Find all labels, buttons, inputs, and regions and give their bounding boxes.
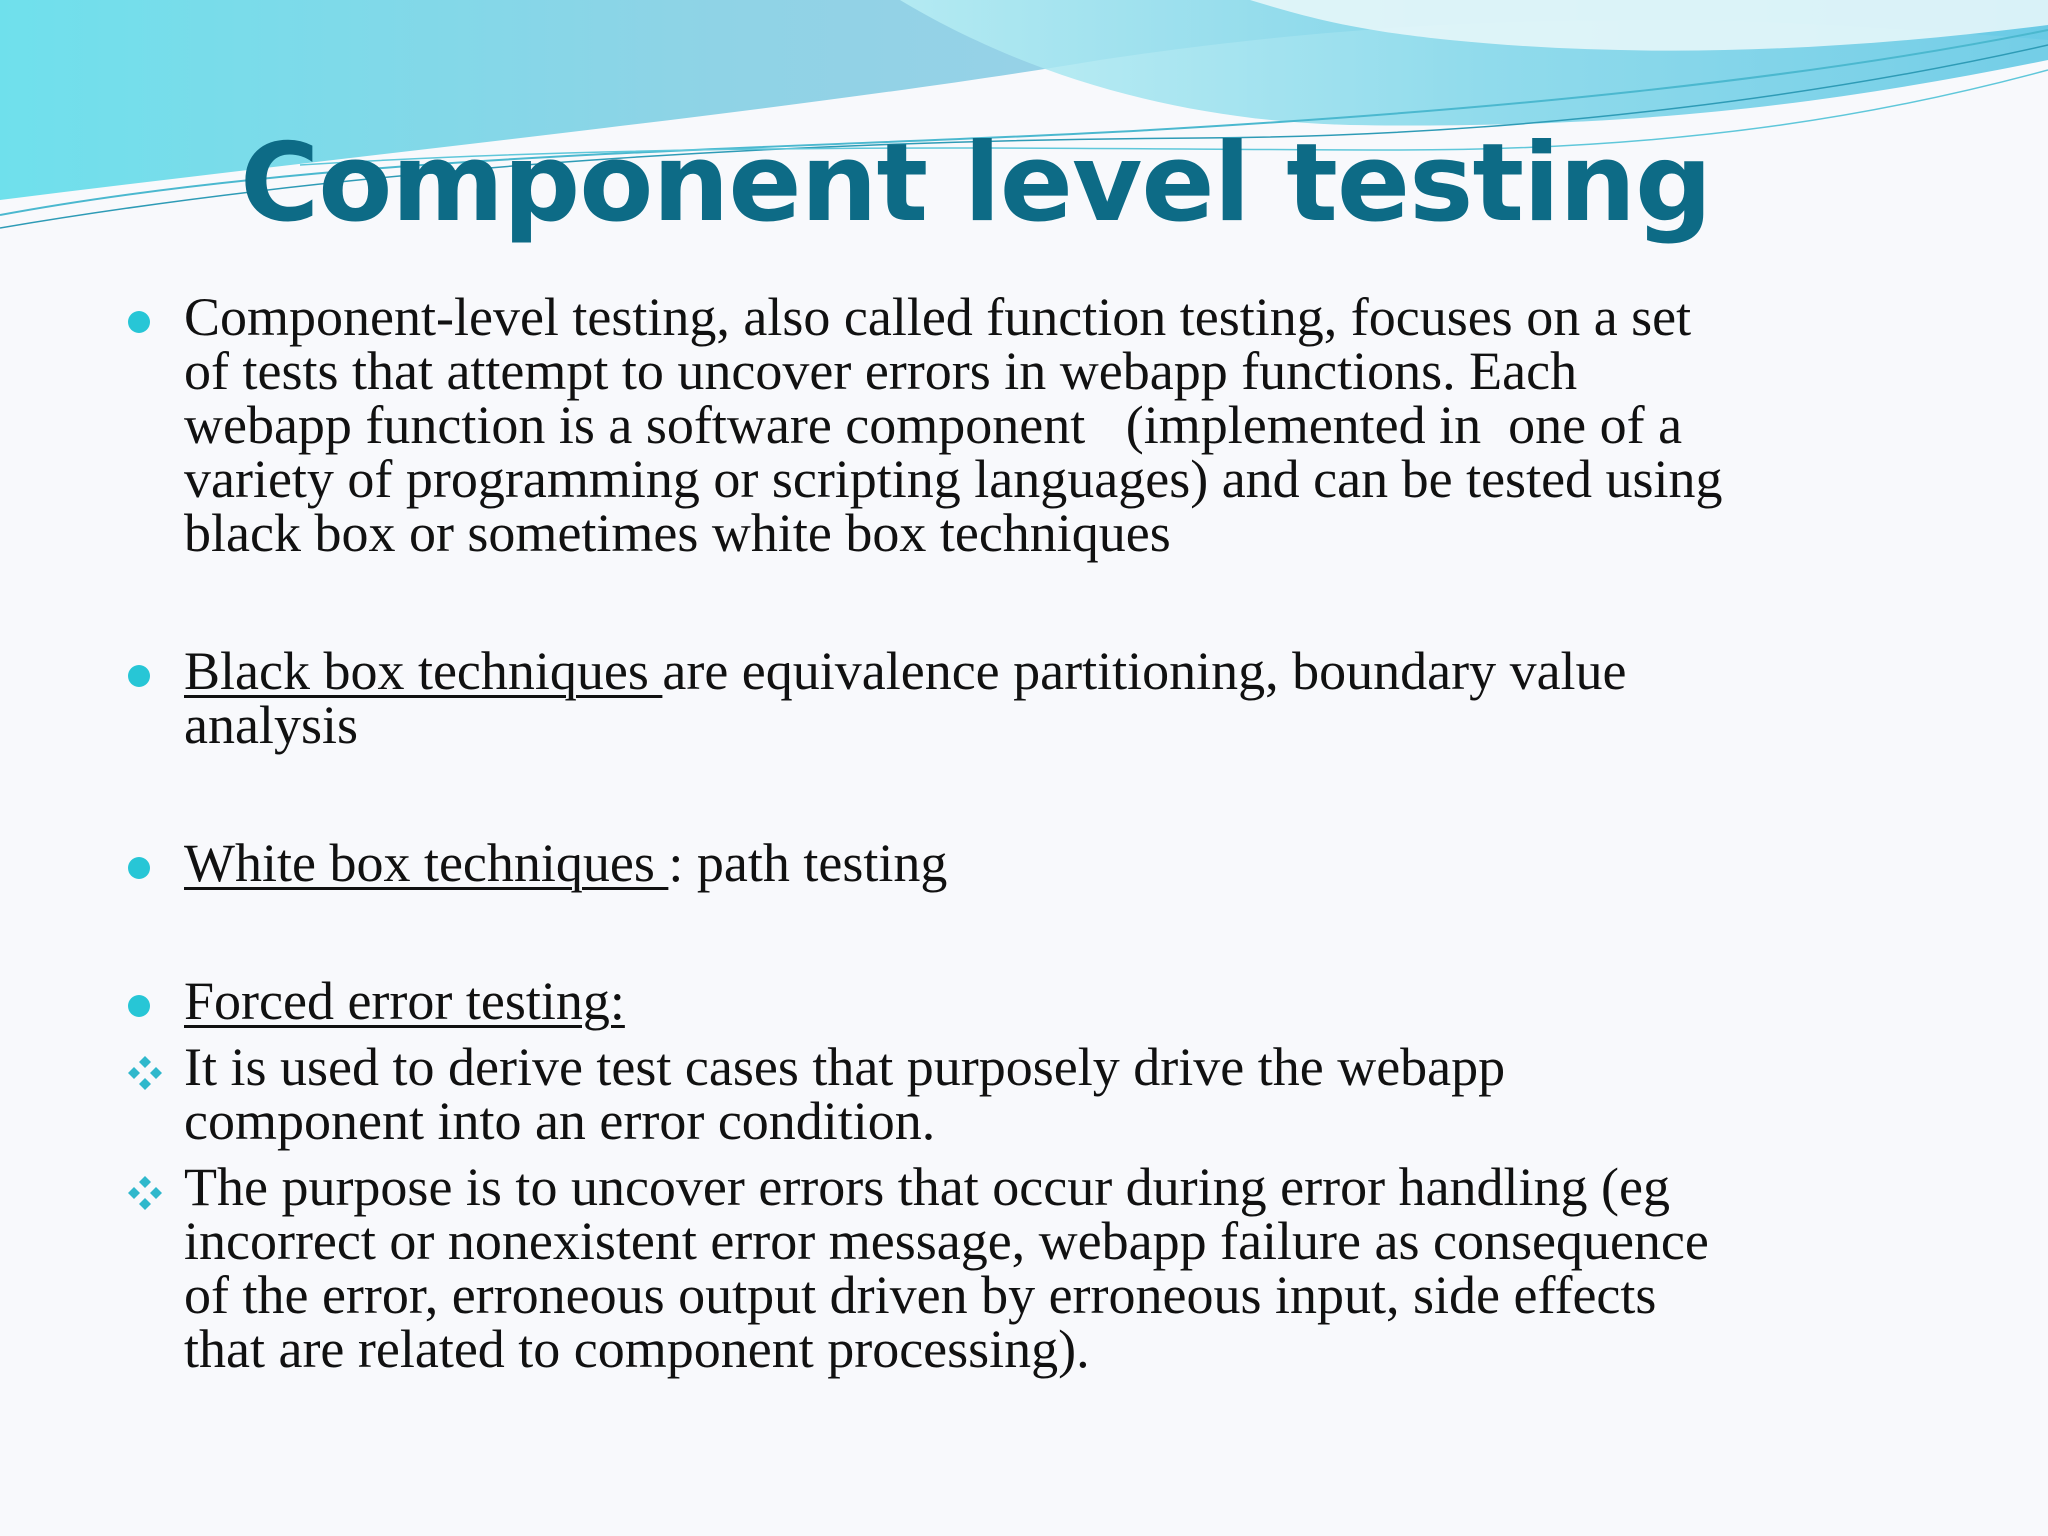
bullet-text bbox=[184, 971, 1928, 1031]
four-diamond-bullet-icon bbox=[126, 1174, 164, 1212]
text-line: of the error, erroneous output driven by erroneous input, side effects bbox=[184, 1265, 1657, 1325]
term-description: : path testing bbox=[668, 833, 948, 893]
text-line bbox=[184, 833, 1928, 893]
bullet-item bbox=[128, 641, 1928, 755]
bullet-list bbox=[128, 287, 1928, 1379]
text-line: analysis bbox=[184, 695, 358, 755]
text-line: webapp function is a software component (implemented in one of a bbox=[184, 395, 1683, 455]
bullet-text bbox=[184, 833, 1928, 893]
text-line: The purpose is to uncover errors that occur during error handling (eg bbox=[184, 1157, 1671, 1217]
text-line: It is used to derive test cases that purposely drive the webapp bbox=[184, 1037, 1506, 1097]
text-line bbox=[184, 641, 1928, 701]
underlined-term: Black box techniques bbox=[184, 641, 663, 701]
bullet-item bbox=[128, 287, 1928, 563]
text-line: variety of programming or scripting languages) and can be tested using bbox=[184, 449, 1723, 509]
text-line: component into an error condition. bbox=[184, 1091, 936, 1151]
circle-bullet-icon bbox=[128, 995, 150, 1017]
text-line bbox=[184, 971, 1928, 1031]
slide-title: Component level testing bbox=[240, 121, 1712, 246]
term-description: are equivalence partitioning, boundary value bbox=[662, 641, 1627, 701]
bullet-item bbox=[128, 833, 1928, 893]
text-line: black box or sometimes white box techniques bbox=[184, 503, 1171, 563]
circle-bullet-icon bbox=[128, 857, 150, 879]
underlined-term: Forced error testing: bbox=[184, 971, 625, 1031]
underlined-term: White box techniques bbox=[184, 833, 669, 893]
four-diamond-bullet-icon bbox=[126, 1054, 164, 1092]
text-line: Component-level testing, also called function testing, focuses on a set bbox=[184, 287, 1692, 347]
text-line: that are related to component processing). bbox=[184, 1319, 1090, 1379]
sub-bullet-item bbox=[128, 1037, 1928, 1151]
sub-bullet-text bbox=[184, 1157, 1928, 1379]
sub-bullet-item bbox=[128, 1157, 1928, 1379]
bullet-text bbox=[184, 287, 1928, 563]
bullet-text bbox=[184, 641, 1928, 755]
text-line: of tests that attempt to uncover errors in webapp functions. Each bbox=[184, 341, 1578, 401]
text-line: incorrect or nonexistent error message, webapp failure as consequence bbox=[184, 1211, 1709, 1271]
sub-bullet-text bbox=[184, 1037, 1928, 1151]
bullet-item bbox=[128, 971, 1928, 1031]
circle-bullet-icon bbox=[128, 311, 150, 333]
circle-bullet-icon bbox=[128, 665, 150, 687]
